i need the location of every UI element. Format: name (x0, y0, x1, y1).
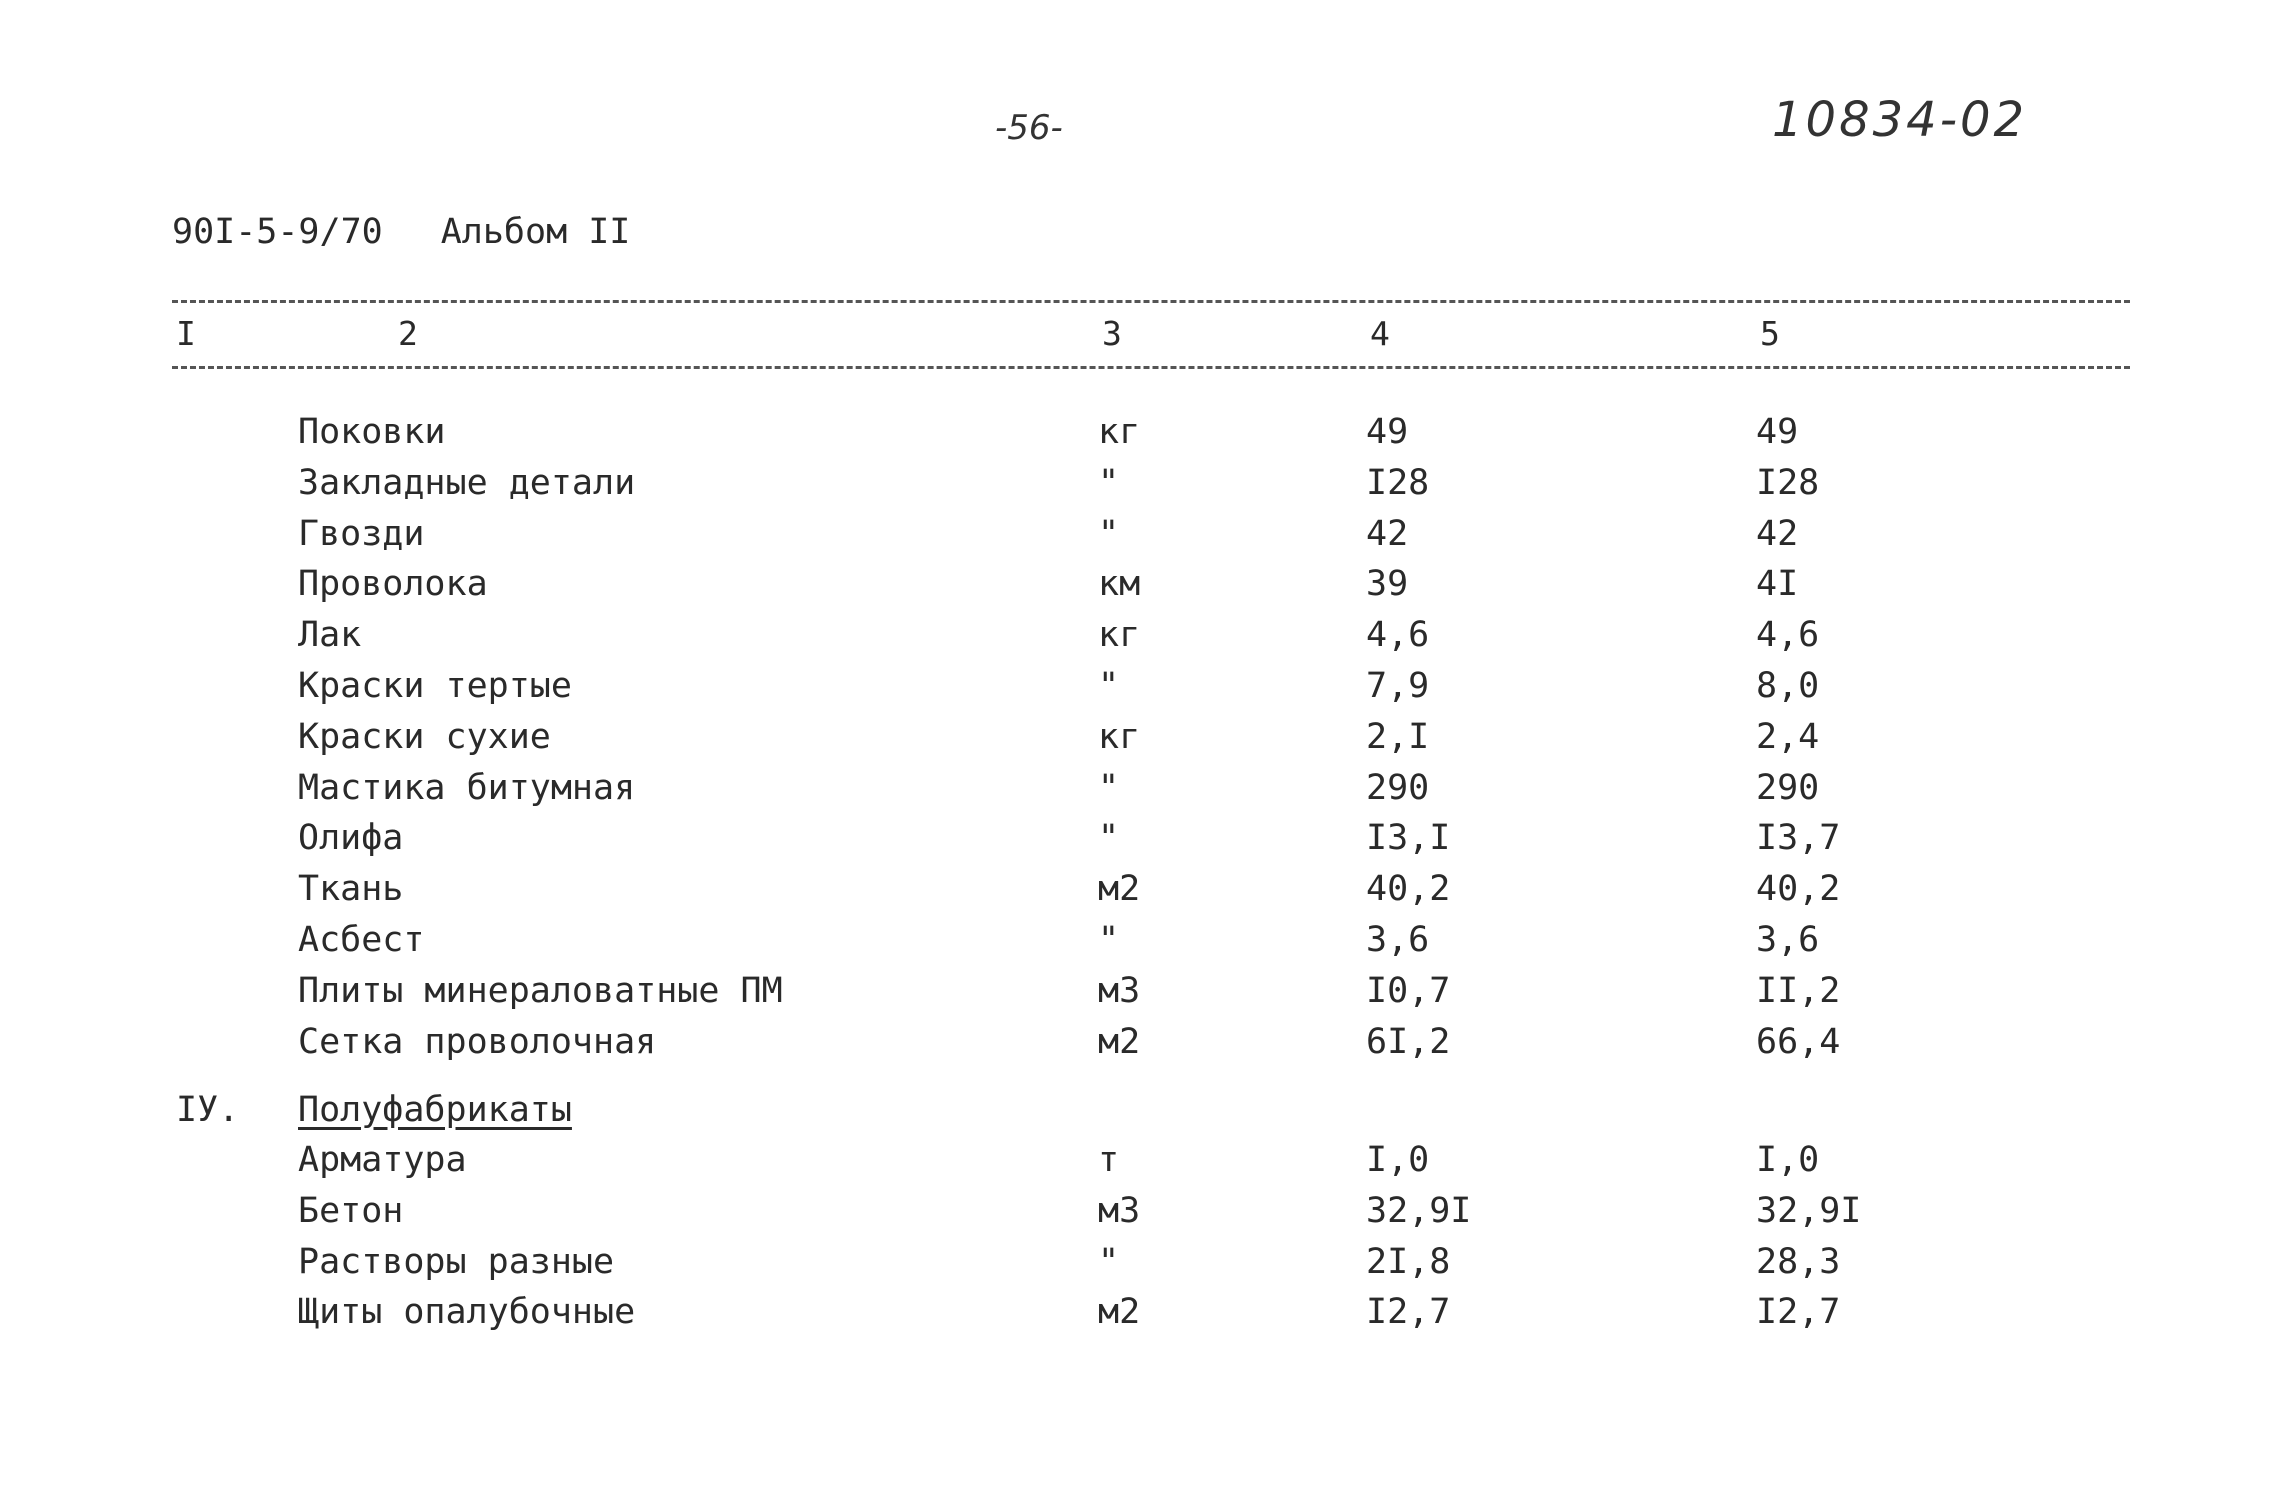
cell-c5: 3,6 (1756, 920, 1820, 960)
cell-name: Олифа (298, 818, 404, 858)
cell-name: Бетон (298, 1191, 404, 1231)
cell-c4: 4,6 (1366, 615, 1430, 655)
cell-unit: км (1098, 564, 1141, 604)
cell-name: Гвозди (298, 514, 425, 554)
cell-c4: 32,9I (1366, 1191, 1472, 1231)
cell-c5: I2,7 (1756, 1292, 1841, 1332)
cell-unit: " (1098, 463, 1120, 503)
cell-c5: I28 (1756, 463, 1820, 503)
cell-unit: кг (1098, 412, 1141, 452)
cell-c4: 49 (1366, 412, 1409, 452)
cell-c5: 49 (1756, 412, 1799, 452)
cell-c4: I3,I (1366, 818, 1451, 858)
cell-name: Сетка проволочная (298, 1022, 657, 1062)
cell-unit: м2 (1098, 1022, 1141, 1062)
cell-c4: 42 (1366, 514, 1409, 554)
column-header-1: I (176, 314, 196, 353)
cell-unit: " (1098, 666, 1120, 706)
cell-c5: 28,3 (1756, 1242, 1841, 1282)
cell-name: Асбест (298, 920, 425, 960)
cell-unit: т (1098, 1140, 1120, 1180)
table-header-rule (172, 366, 2130, 369)
document-code: 10834-02 (1772, 92, 2028, 148)
cell-c5: 66,4 (1756, 1022, 1841, 1062)
cell-name: Проволока (298, 564, 488, 604)
column-header-4: 4 (1370, 314, 1390, 353)
cell-name: Краски сухие (298, 717, 551, 757)
page-number: -56- (995, 108, 1063, 148)
column-header-2: 2 (398, 314, 418, 353)
header-code: 90I-5-9/70 (172, 212, 383, 252)
cell-c5: 32,9I (1756, 1191, 1862, 1231)
cell-name: Закладные детали (298, 463, 636, 503)
cell-c5: II,2 (1756, 971, 1841, 1011)
cell-unit: " (1098, 818, 1120, 858)
cell-c4: I2,7 (1366, 1292, 1451, 1332)
column-header-5: 5 (1760, 314, 1780, 353)
cell-c5: 2,4 (1756, 717, 1820, 757)
section-title: Полуфабрикаты (298, 1090, 572, 1130)
cell-c4: I,0 (1366, 1140, 1430, 1180)
cell-unit: " (1098, 920, 1120, 960)
cell-name: Мастика битумная (298, 768, 636, 808)
cell-name: Плиты минераловатные ПМ (298, 971, 783, 1011)
cell-c4: 40,2 (1366, 869, 1451, 909)
table-top-rule (172, 300, 2130, 303)
cell-c4: 6I,2 (1366, 1022, 1451, 1062)
column-header-3: 3 (1102, 314, 1122, 353)
cell-unit: " (1098, 768, 1120, 808)
cell-name: Щиты опалубочные (298, 1292, 636, 1332)
cell-c5: I3,7 (1756, 818, 1841, 858)
cell-c4: I28 (1366, 463, 1430, 503)
cell-c5: 8,0 (1756, 666, 1820, 706)
cell-name: Краски тертые (298, 666, 572, 706)
cell-c4: 3,6 (1366, 920, 1430, 960)
document-header (172, 212, 630, 252)
cell-unit: " (1098, 514, 1120, 554)
cell-c5: 290 (1756, 768, 1820, 808)
header-album: Альбом II (440, 212, 631, 252)
cell-c5: 4I (1756, 564, 1799, 604)
cell-c5: 40,2 (1756, 869, 1841, 909)
cell-unit: кг (1098, 615, 1141, 655)
section-number: IУ. (176, 1090, 240, 1130)
cell-c4: 2I,8 (1366, 1242, 1451, 1282)
cell-name: Лак (298, 615, 362, 655)
cell-c5: I,0 (1756, 1140, 1820, 1180)
cell-unit: м3 (1098, 1191, 1141, 1231)
cell-name: Ткань (298, 869, 404, 909)
cell-c5: 42 (1756, 514, 1799, 554)
cell-unit: м2 (1098, 869, 1141, 909)
cell-c5: 4,6 (1756, 615, 1820, 655)
cell-unit: м2 (1098, 1292, 1141, 1332)
cell-name: Арматура (298, 1140, 467, 1180)
cell-unit: кг (1098, 717, 1141, 757)
cell-c4: 7,9 (1366, 666, 1430, 706)
cell-name: Растворы разные (298, 1242, 615, 1282)
cell-c4: 290 (1366, 768, 1430, 808)
cell-name: Поковки (298, 412, 446, 452)
cell-c4: 2,I (1366, 717, 1430, 757)
cell-unit: " (1098, 1242, 1120, 1282)
cell-c4: I0,7 (1366, 971, 1451, 1011)
cell-unit: м3 (1098, 971, 1141, 1011)
cell-c4: 39 (1366, 564, 1409, 604)
